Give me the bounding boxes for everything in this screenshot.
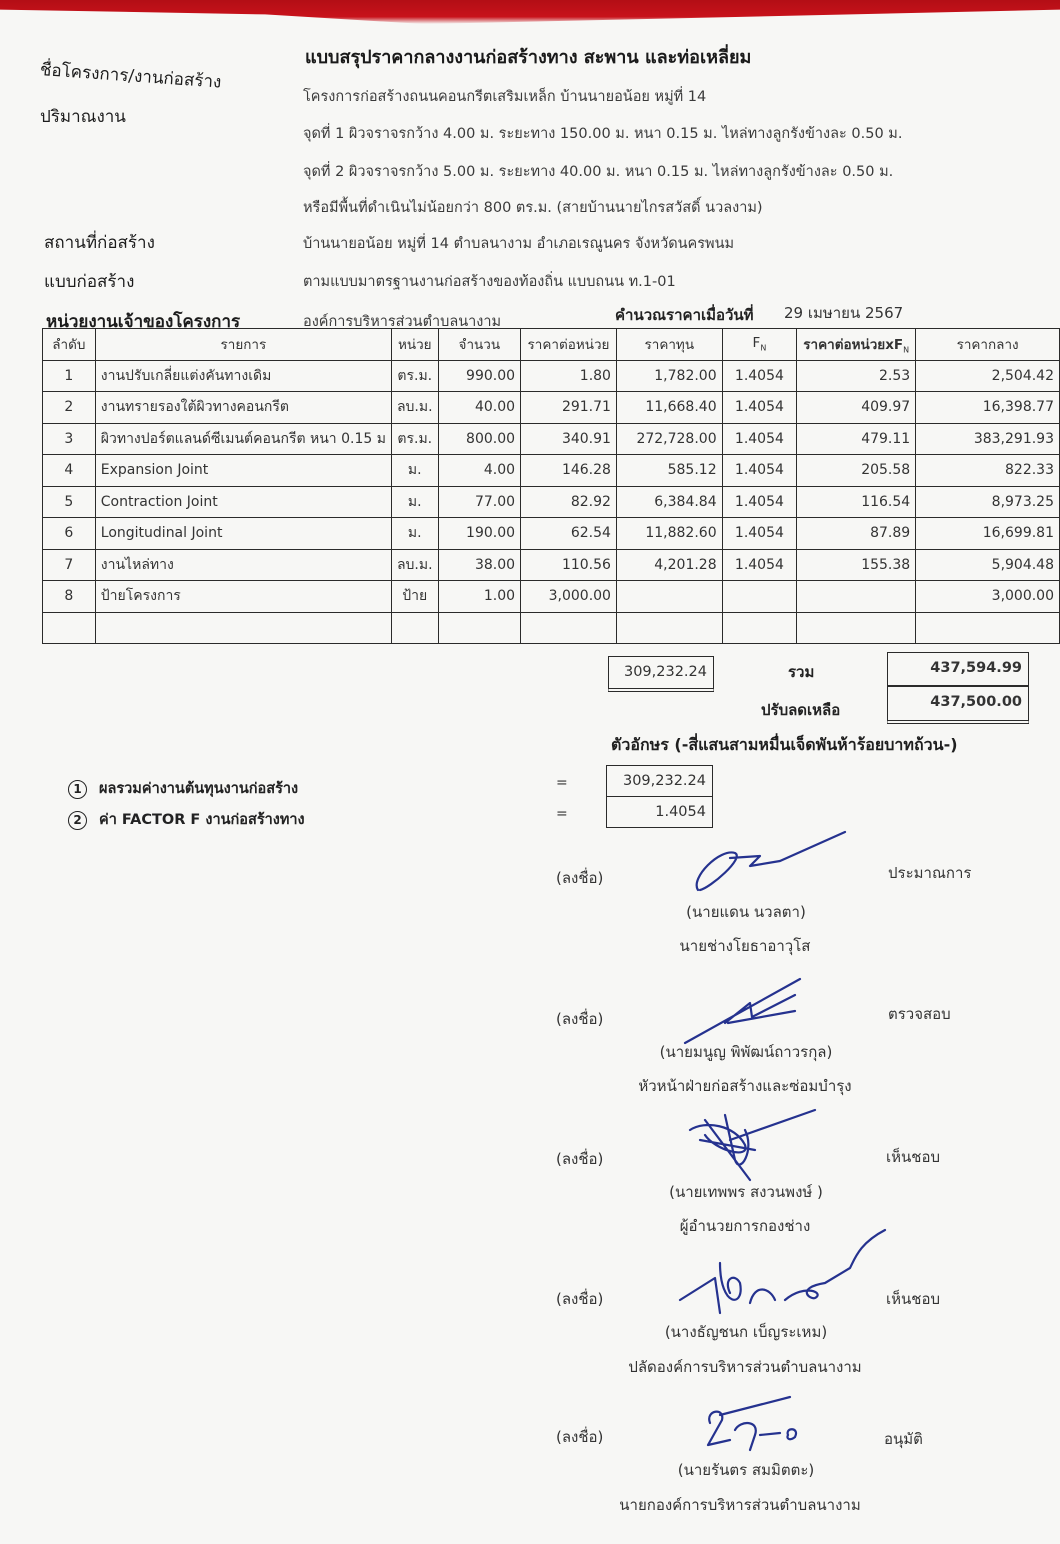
row-quantity: 800.00 [438, 423, 520, 455]
point-2-spec: จุดที่ 2 ผิวจราจรกว้าง 5.00 ม. ระยะทาง 40.00 ม. หนา 0.15 ม. ไหล่ทางลูกรังข้างละ 0.50 ม. [303, 164, 894, 180]
row-factor: 1.4054 [722, 518, 797, 550]
summary-value-2: 1.4054 [655, 804, 706, 820]
signature-2-icon [680, 975, 810, 1045]
row-median-price: 8,973.25 [916, 486, 1060, 518]
sign-label: (ลงชื่อ) [556, 869, 604, 887]
signature-3-icon [685, 1110, 825, 1185]
table-row [43, 423, 1060, 455]
signer-position: หัวหน้าฝ่ายก่อสร้างและซ่อมบำรุง [638, 1077, 852, 1095]
row-unit-price-fn: 116.54 [797, 486, 916, 518]
header-unit: หน่วย [391, 329, 438, 361]
row-quantity: 190.00 [438, 518, 520, 550]
signer-name: (นางธัญชนก เบ็ญระเหม) [664, 1323, 828, 1341]
empty-cell [916, 612, 1060, 644]
row-quantity: 990.00 [438, 360, 520, 392]
row-quantity: 4.00 [438, 455, 520, 487]
point-1-spec: จุดที่ 1 ผิวจราจรกว้าง 4.00 ม. ระยะทาง 150.00 ม. หนา 0.15 ม. ไหล่ทางลูกรังข้างละ 0.50 ม. [303, 126, 903, 142]
row-factor: 1.4054 [722, 392, 797, 424]
circled-number-1: 1 [68, 780, 87, 799]
row-median-price: 16,398.77 [916, 392, 1060, 424]
row-factor: 1.4054 [722, 549, 797, 581]
label-owner: หน่วยงานเจ้าของโครงการ [46, 312, 241, 332]
total-label: รวม [788, 663, 815, 681]
row-cost: 1,782.00 [616, 360, 722, 392]
row-factor: 1.4054 [722, 360, 797, 392]
summary-label-2: ค่า FACTOR F งานก่อสร้างทาง [99, 812, 305, 828]
row-unit: ม. [391, 455, 438, 487]
header-median-price: ราคากลาง [916, 329, 1060, 361]
sign-role: ประมาณการ [888, 864, 972, 882]
calc-date-label: คำนวณราคาเมื่อวันที่ [615, 306, 754, 324]
row-item: งานไหล่ทาง [95, 549, 391, 581]
table-row [43, 455, 1060, 487]
label-location: สถานที่ก่อสร้าง [44, 233, 155, 253]
table-row-empty [43, 612, 1060, 644]
row-median-price: 2,504.42 [916, 360, 1060, 392]
row-quantity: 40.00 [438, 392, 520, 424]
signer-position: ผู้อำนวยการกองช่าง [679, 1217, 811, 1235]
row-cost: 11,882.60 [616, 518, 722, 550]
location-value: บ้านนายอน้อย หมู่ที่ 14 ตำบลนางาม อำเภอเรณูนคร จังหวัดนครพนม [303, 236, 735, 252]
adjusted-label: ปรับลดเหลือ [761, 701, 841, 719]
summary-value-box-2 [606, 796, 713, 828]
empty-cell [616, 612, 722, 644]
summary-value-box-1 [606, 765, 713, 797]
calc-date-value: 29 เมษายน 2567 [784, 304, 904, 322]
row-unit: ตร.ม. [391, 360, 438, 392]
row-item: Expansion Joint [95, 455, 391, 487]
project-description: โครงการก่อสร้างถนนคอนกรีตเสริมเหล็ก บ้านนายอน้อย หมู่ที่ 14 [303, 89, 707, 105]
row-cost: 6,384.84 [616, 486, 722, 518]
row-factor: 1.4054 [722, 486, 797, 518]
row-item: งานปรับเกลี่ยแต่งคันทางเดิม [95, 360, 391, 392]
row-cost [616, 581, 722, 613]
label-design: แบบก่อสร้าง [44, 272, 135, 292]
row-unit-price: 3,000.00 [521, 581, 617, 613]
document-title: แบบสรุปราคากลางงานก่อสร้างทาง สะพาน และท่อเหลี่ยม [305, 47, 752, 68]
row-unit-price: 146.28 [521, 455, 617, 487]
signer-position: ปลัดองค์การบริหารส่วนตำบลนางาม [628, 1358, 862, 1376]
row-cost: 11,668.40 [616, 392, 722, 424]
cost-total-value: 309,232.24 [623, 664, 707, 680]
header-qty: จำนวน [438, 329, 520, 361]
sign-label: (ลงชื่อ) [556, 1150, 604, 1168]
row-number: 1 [43, 360, 96, 392]
row-item: Contraction Joint [95, 486, 391, 518]
header-unit-price-fn [797, 329, 916, 361]
row-unit-price-fn [797, 581, 916, 613]
row-number: 7 [43, 549, 96, 581]
row-median-price: 383,291.93 [916, 423, 1060, 455]
top-red-band [0, 0, 1060, 24]
amount-in-words: ตัวอักษร (-สี่แสนสามหมื่นเจ็ดพันห้าร้อยบาทถ้วน-) [611, 735, 958, 754]
row-unit-price-fn: 155.38 [797, 549, 916, 581]
header-fn-sub: N [760, 344, 767, 354]
row-factor [722, 581, 797, 613]
sign-role: ตรวจสอบ [888, 1005, 951, 1023]
adjusted-value: 437,500.00 [930, 694, 1022, 710]
row-unit-price: 1.80 [521, 360, 617, 392]
row-quantity: 77.00 [438, 486, 520, 518]
row-cost: 585.12 [616, 455, 722, 487]
row-item: งานทรายรองใต้ผิวทางคอนกรีต [95, 392, 391, 424]
row-unit-price-fn: 479.11 [797, 423, 916, 455]
empty-cell [438, 612, 520, 644]
row-number: 8 [43, 581, 96, 613]
row-unit-price: 62.54 [521, 518, 617, 550]
row-median-price: 822.33 [916, 455, 1060, 487]
sign-label: (ลงชื่อ) [556, 1290, 604, 1308]
total-value: 437,594.99 [930, 660, 1022, 676]
row-item: ผิวทางปอร์ตแลนด์ซีเมนต์คอนกรีต หนา 0.15 ม [95, 423, 391, 455]
sign-role: เห็นชอบ [886, 1290, 940, 1308]
signer-name: (นายเทพพร สงวนพงษ์ ) [669, 1183, 823, 1201]
signature-1-icon [690, 828, 850, 898]
empty-cell [95, 612, 391, 644]
row-number: 4 [43, 455, 96, 487]
row-unit: ม. [391, 486, 438, 518]
row-unit-price-fn: 205.58 [797, 455, 916, 487]
label-project-name: ชื่อโครงการ/งานก่อสร้าง [39, 60, 222, 93]
row-quantity: 1.00 [438, 581, 520, 613]
empty-cell [391, 612, 438, 644]
summary-label-1: ผลรวมค่างานต้นทุนงานก่อสร้าง [99, 781, 299, 797]
empty-cell [722, 612, 797, 644]
sign-label: (ลงชื่อ) [556, 1010, 604, 1028]
row-unit-price-fn: 87.89 [797, 518, 916, 550]
empty-cell [43, 612, 96, 644]
row-item: Longitudinal Joint [95, 518, 391, 550]
summary-value-1: 309,232.24 [622, 773, 706, 789]
signer-position: นายช่างโยธาอาวุโส [679, 937, 811, 955]
row-unit-price-fn: 2.53 [797, 360, 916, 392]
empty-cell [521, 612, 617, 644]
equals-sign-1: = [556, 775, 568, 791]
area-spec: หรือมีพื้นที่ดำเนินไม่น้อยกว่า 800 ตร.ม. (สายบ้านนายไกรสวัสดิ์ นวลงาม) [303, 200, 763, 216]
header-unit-price: ราคาต่อหน่วย [521, 329, 617, 361]
signature-5-icon [700, 1395, 820, 1455]
row-factor: 1.4054 [722, 455, 797, 487]
empty-cell [797, 612, 916, 644]
signer-position: นายกองค์การบริหารส่วนตำบลนางาม [619, 1496, 861, 1514]
header-unit-price-fn-sub: N [903, 345, 910, 355]
row-median-price: 3,000.00 [916, 581, 1060, 613]
signer-name: (นายมนูญ พิพัฒน์ถาวรกุล) [659, 1043, 833, 1061]
row-median-price: 16,699.81 [916, 518, 1060, 550]
sign-role: เห็นชอบ [886, 1148, 940, 1166]
row-cost: 4,201.28 [616, 549, 722, 581]
row-unit: ป้าย [391, 581, 438, 613]
row-unit-price: 82.92 [521, 486, 617, 518]
cost-total-box [608, 656, 714, 692]
label-quantity: ปริมาณงาน [40, 107, 126, 127]
table-row [43, 392, 1060, 424]
header-fn-label: F [752, 335, 761, 352]
table-row [43, 360, 1060, 392]
row-number: 3 [43, 423, 96, 455]
row-factor: 1.4054 [722, 423, 797, 455]
row-unit-price: 291.71 [521, 392, 617, 424]
row-unit: ลบ.ม. [391, 549, 438, 581]
row-item: ป้ายโครงการ [95, 581, 391, 613]
signature-4-icon [675, 1228, 890, 1323]
table-row [43, 549, 1060, 581]
summary-line-1 [68, 777, 298, 800]
table-row [43, 581, 1060, 613]
header-unit-price-fn-label: ราคาต่อหน่วยxF [803, 337, 904, 354]
signer-name: (นายแดน นวลตา) [686, 903, 806, 921]
row-median-price: 5,904.48 [916, 549, 1060, 581]
table-row [43, 518, 1060, 550]
sign-role: อนุมัติ [884, 1430, 923, 1448]
row-unit-price-fn: 409.97 [797, 392, 916, 424]
summary-line-2 [68, 808, 305, 831]
header-no: ลำดับ [43, 329, 96, 361]
header-cost: ราคาทุน [616, 329, 722, 361]
row-unit: ม. [391, 518, 438, 550]
circled-number-2: 2 [68, 811, 87, 830]
row-unit: ตร.ม. [391, 423, 438, 455]
row-unit-price: 340.91 [521, 423, 617, 455]
table-header-row [43, 329, 1060, 361]
row-quantity: 38.00 [438, 549, 520, 581]
price-table [42, 328, 1060, 644]
header-fn [722, 329, 797, 361]
row-number: 2 [43, 392, 96, 424]
total-box [887, 652, 1029, 686]
adjusted-box [887, 686, 1029, 724]
owner-value: องค์การบริหารส่วนตำบลนางาม [303, 314, 502, 330]
sign-label: (ลงชื่อ) [556, 1428, 604, 1446]
table-row [43, 486, 1060, 518]
design-value: ตามแบบมาตรฐานงานก่อสร้างของท้องถิ่น แบบถนน ท.1-01 [303, 274, 676, 290]
row-cost: 272,728.00 [616, 423, 722, 455]
signer-name: (นายรันตร สมมิตตะ) [677, 1461, 815, 1479]
row-number: 5 [43, 486, 96, 518]
row-unit: ลบ.ม. [391, 392, 438, 424]
header-item: รายการ [95, 329, 391, 361]
equals-sign-2: = [556, 806, 568, 822]
row-unit-price: 110.56 [521, 549, 617, 581]
row-number: 6 [43, 518, 96, 550]
